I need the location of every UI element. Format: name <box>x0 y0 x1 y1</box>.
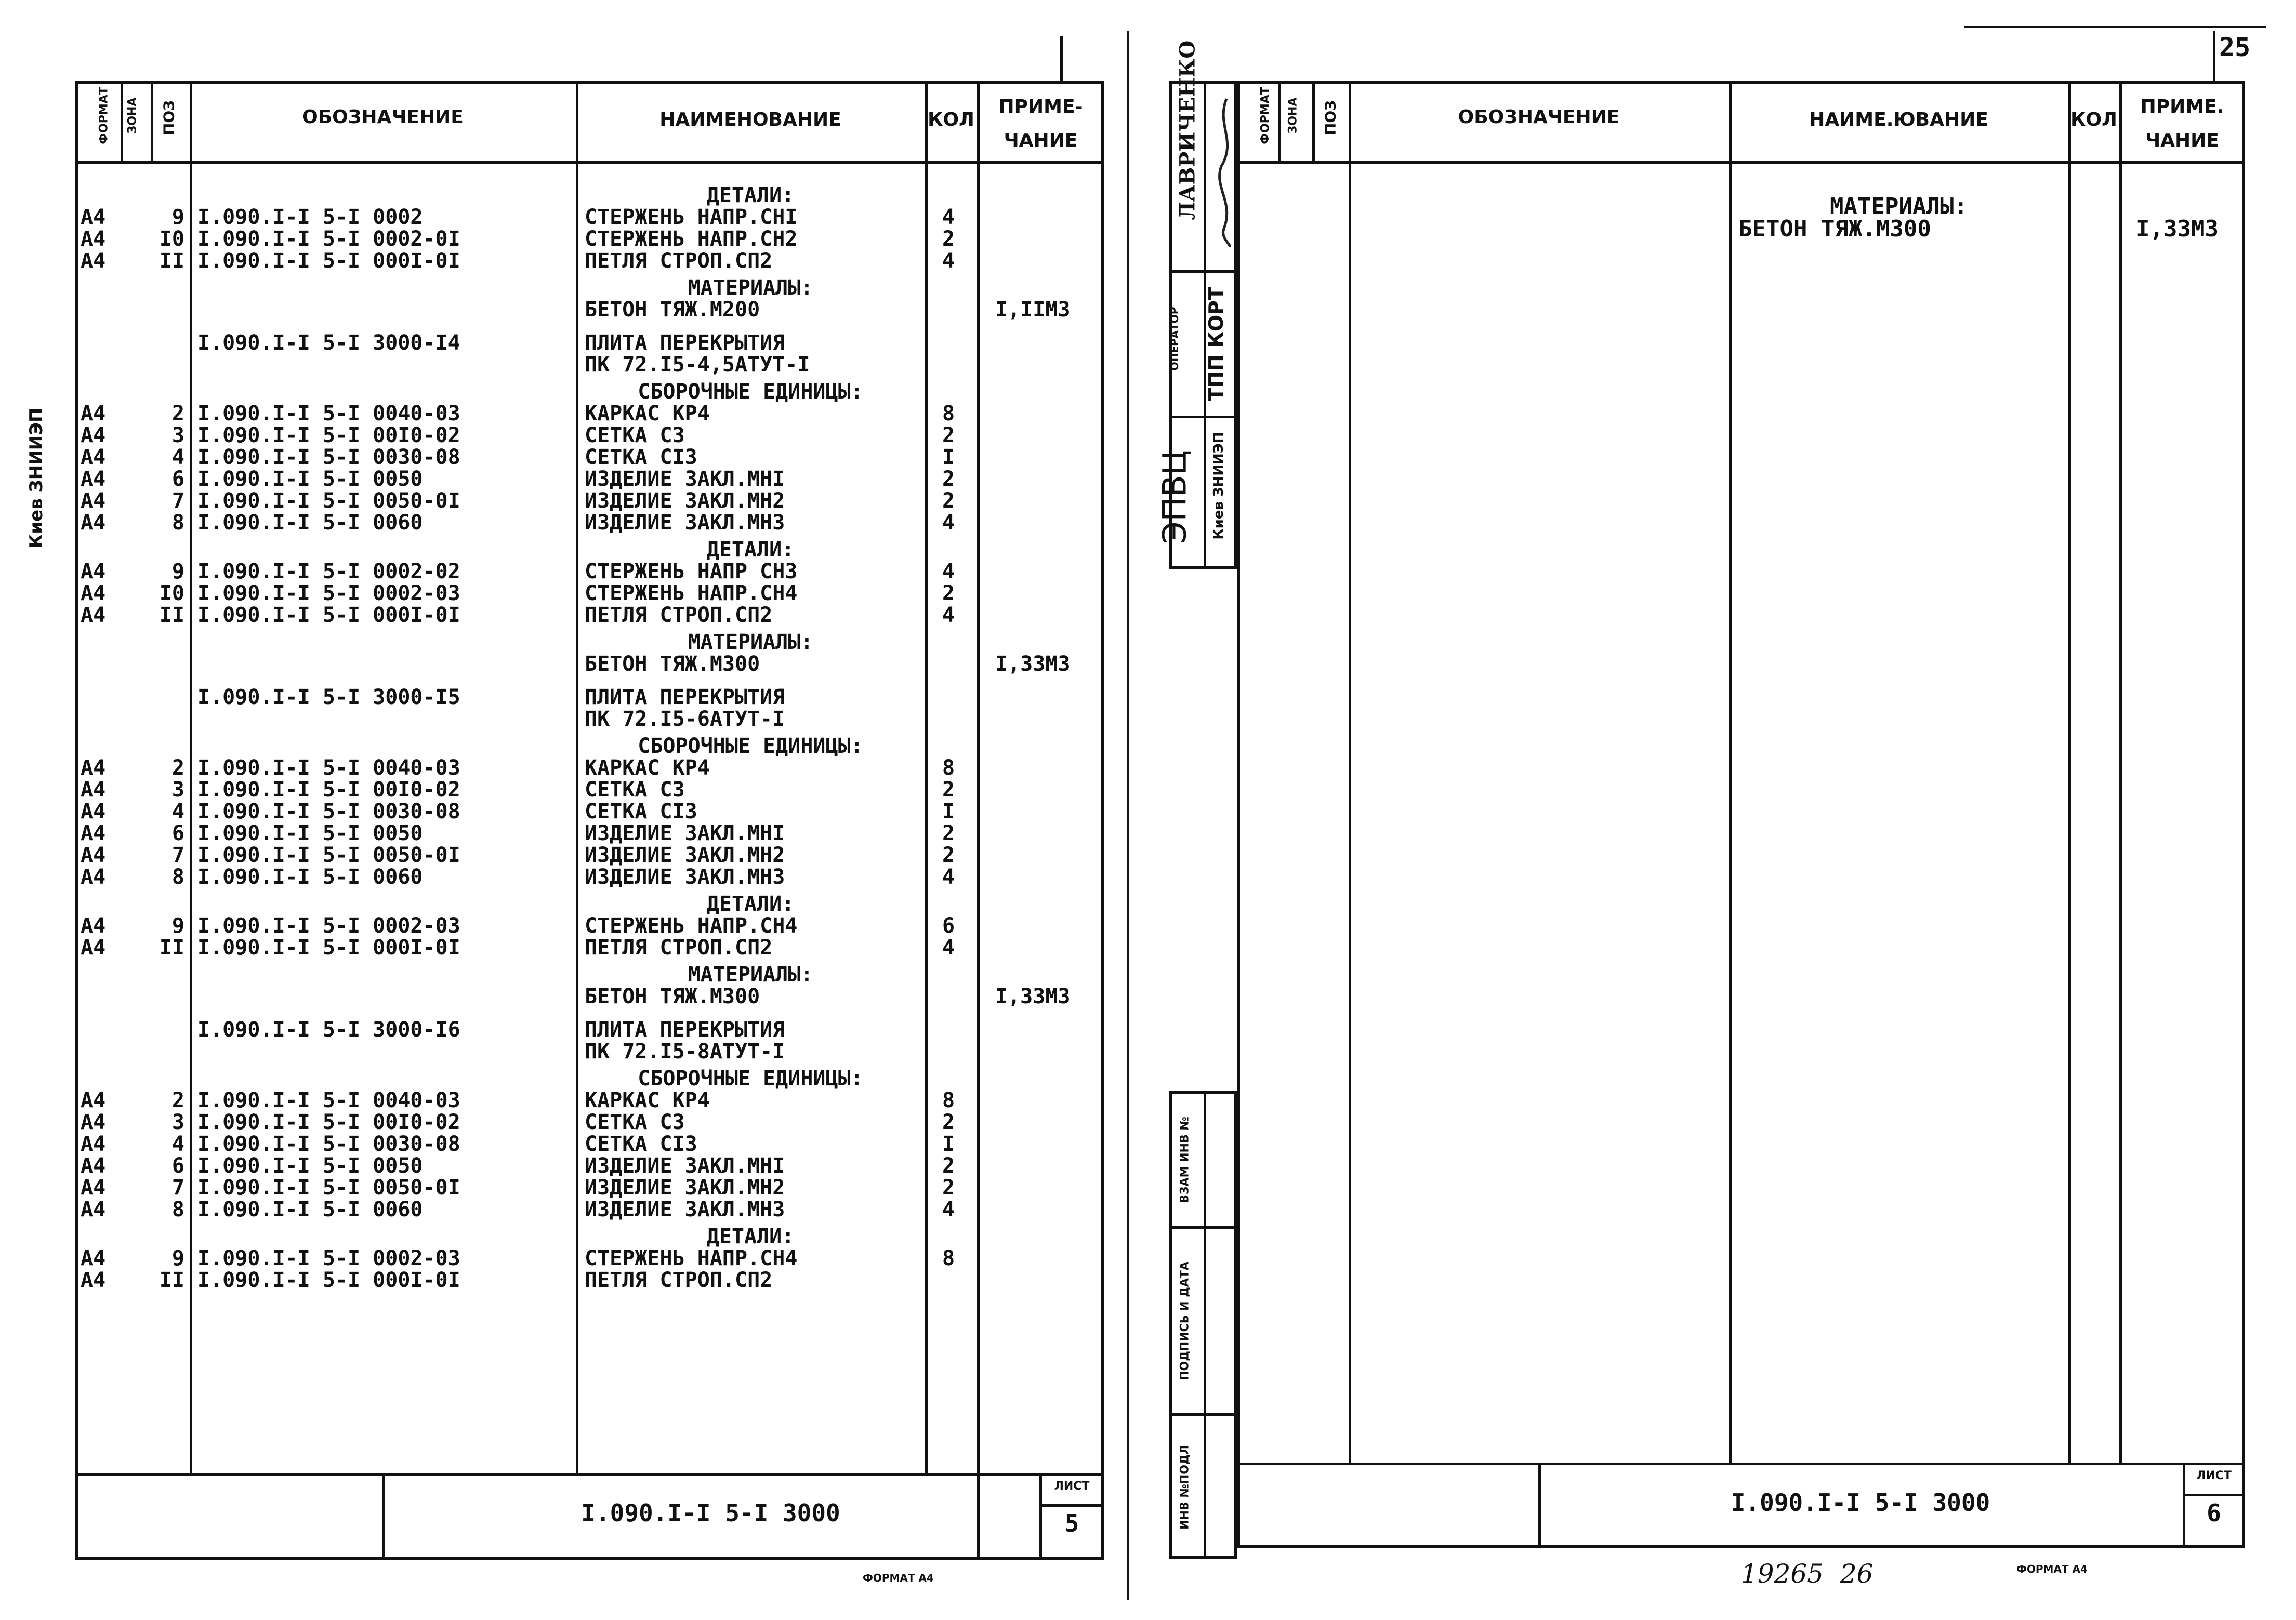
cell-name: ПЛИТА ПЕРЕКРЫТИЯ <box>585 685 785 709</box>
cell-designation: I.090.I-I 5-I 000I-0I <box>197 936 460 960</box>
left-header-line <box>75 161 1104 164</box>
section-heading <box>81 893 1099 915</box>
cell-format: А4 <box>81 249 106 273</box>
cell-format: А4 <box>81 1176 106 1200</box>
right-header-line <box>1237 161 2245 164</box>
side-fields-divider-h <box>1169 1413 1237 1416</box>
left-spec-rows <box>81 184 1099 1452</box>
cell-format: А4 <box>81 778 106 802</box>
cell-designation: I.090.I-I 5-I 0060 <box>197 1198 423 1221</box>
cell-name: СЕТКА С3 <box>585 423 685 447</box>
cell-pos: I0 <box>159 227 184 251</box>
cell-pos: 4 <box>171 445 184 469</box>
cell-qty: I <box>942 1132 955 1156</box>
cell-pos: 2 <box>171 402 184 426</box>
cell-format: А4 <box>81 1132 106 1156</box>
r-materials-item: БЕТОН ТЯЖ.М300 <box>1738 216 1931 242</box>
table-row <box>81 490 1099 512</box>
cell-name: ИЗДЕЛИЕ ЗАКЛ.МН2 <box>585 843 785 867</box>
table-row <box>81 937 1099 959</box>
cell-pos: 3 <box>171 1110 184 1134</box>
cell-pos: 9 <box>171 914 184 938</box>
side-field-vzam: ВЗАМ ИНВ № <box>1178 1117 1192 1203</box>
section-heading <box>81 277 1099 299</box>
cell-format: А4 <box>81 1198 106 1221</box>
cell-qty: 4 <box>942 1198 955 1221</box>
col-line <box>151 81 153 161</box>
table-row <box>81 424 1099 446</box>
section-heading <box>81 184 1099 206</box>
cell-format: А4 <box>81 800 106 824</box>
cell-name: ИЗДЕЛИЕ ЗАКЛ.МН3 <box>585 511 785 535</box>
table-row <box>81 206 1099 228</box>
cell-qty: 8 <box>942 756 955 780</box>
table-row <box>81 1155 1099 1177</box>
cell-qty: 2 <box>942 778 955 802</box>
header-name: НАИМЕНОВАНИЕ <box>659 109 841 130</box>
cell-pos: 3 <box>171 423 184 447</box>
left-title-line <box>75 1473 1104 1476</box>
cell-pos: 9 <box>171 1246 184 1270</box>
cell-qty: 4 <box>942 936 955 960</box>
cell-format: А4 <box>81 402 106 426</box>
cell-format: А4 <box>81 603 106 627</box>
cell-format: А4 <box>81 1246 106 1270</box>
r-header-note-2: ЧАНИЕ <box>2145 130 2219 151</box>
cell-name: КАРКАС КР4 <box>585 402 710 426</box>
table-row <box>81 446 1099 468</box>
cell-name: ПЕТЛЯ СТРОП.СП2 <box>585 603 773 627</box>
cell-format: А4 <box>81 843 106 867</box>
cell-pos: II <box>159 249 184 273</box>
cell-designation: I.090.I-I 5-I 0050-0I <box>197 489 460 513</box>
col-line <box>2068 81 2071 1463</box>
cell-name: ИЗДЕЛИЕ ЗАКЛ.МН2 <box>585 1176 785 1200</box>
left-side-stamp: Киев ЗНИИЭП <box>26 407 47 549</box>
cell-name: ИЗДЕЛИЕ ЗАКЛ.МНI <box>585 1154 785 1178</box>
cell-qty: 4 <box>942 865 955 889</box>
cell-name: СЕТКА С3 <box>585 778 685 802</box>
cell-format: А4 <box>81 1268 106 1292</box>
cell-qty: 8 <box>942 1246 955 1270</box>
r-header-qty: КОЛ <box>2070 109 2117 130</box>
cell-designation: I.090.I-I 5-I 0060 <box>197 511 423 535</box>
section-heading <box>81 1226 1099 1247</box>
table-row <box>81 1199 1099 1220</box>
cell-name: ПК 72.I5-4,5АТУТ-I <box>585 353 810 377</box>
cell-qty: 2 <box>942 581 955 605</box>
cell-name: МАТЕРИАЛЫ: <box>688 276 813 300</box>
cell-designation: I.090.I-I 5-I 3000-I6 <box>197 1018 460 1042</box>
cell-pos: 8 <box>171 1198 184 1221</box>
table-row <box>81 1041 1099 1063</box>
cell-name: ПК 72.I5-6АТУТ-I <box>585 707 785 731</box>
cell-name: СЕТКА С3 <box>585 1110 685 1134</box>
cell-pos: 7 <box>171 1176 184 1200</box>
cell-name: ИЗДЕЛИЕ ЗАКЛ.МН3 <box>585 865 785 889</box>
table-row <box>81 708 1099 730</box>
stamp-name: ЛАВРИЧЕНКО <box>1175 40 1200 220</box>
cell-name: КАРКАС КР4 <box>585 1088 710 1112</box>
cell-designation: I.090.I-I 5-I 0002-03 <box>197 914 460 938</box>
cell-qty: 8 <box>942 402 955 426</box>
table-row <box>81 757 1099 779</box>
cell-qty: 2 <box>942 1110 955 1134</box>
cell-designation: I.090.I-I 5-I 3000-I4 <box>197 331 460 355</box>
cell-qty: 2 <box>942 821 955 845</box>
header-note-2: ЧАНИЕ <box>1004 130 1078 151</box>
col-line <box>1312 81 1315 161</box>
table-row <box>81 332 1099 354</box>
right-frame <box>1237 81 2245 1548</box>
cell-name: БЕТОН ТЯЖ.М200 <box>585 298 760 322</box>
cell-name: МАТЕРИАЛЫ: <box>688 963 813 987</box>
cell-designation: I.090.I-I 5-I 0040-03 <box>197 756 460 780</box>
cell-designation: I.090.I-I 5-I 0040-03 <box>197 402 460 426</box>
cell-pos: 7 <box>171 489 184 513</box>
cell-qty: 2 <box>942 423 955 447</box>
cell-format: А4 <box>81 560 106 583</box>
cell-name: ИЗДЕЛИЕ ЗАКЛ.МН2 <box>585 489 785 513</box>
cell-format: А4 <box>81 581 106 605</box>
table-row <box>81 1090 1099 1111</box>
left-sheet-label: ЛИСТ <box>1054 1480 1090 1493</box>
cell-qty: 6 <box>942 914 955 938</box>
cell-format: А4 <box>81 205 106 229</box>
cell-format: А4 <box>81 445 106 469</box>
cell-name: ПК 72.I5-8АТУТ-I <box>585 1040 785 1064</box>
right-title-code: I.090.I-I 5-I 3000 <box>1731 1489 1990 1517</box>
table-row <box>81 468 1099 490</box>
cell-qty: I <box>942 800 955 824</box>
cell-pos: 2 <box>171 756 184 780</box>
cell-pos: 3 <box>171 778 184 802</box>
cell-name: ПЛИТА ПЕРЕКРЫТИЯ <box>585 1018 785 1042</box>
cell-name: КАРКАС КР4 <box>585 756 710 780</box>
r-header-format: ФОРМАТ <box>1259 87 1272 144</box>
table-row <box>81 779 1099 801</box>
cell-name: СТЕРЖЕНЬ НАПР.СН2 <box>585 227 798 251</box>
cell-format: А4 <box>81 936 106 960</box>
cell-name: ПЕТЛЯ СТРОП.СП2 <box>585 936 773 960</box>
section-heading <box>81 735 1099 757</box>
r-header-pos: ПОЗ <box>1322 100 1339 136</box>
col-line <box>2119 81 2122 1463</box>
cell-pos: 8 <box>171 865 184 889</box>
cell-qty: 4 <box>942 511 955 535</box>
cell-format: А4 <box>81 865 106 889</box>
stamp-org-sub: Киев ЗНИИЭП <box>1211 432 1226 540</box>
cell-designation: I.090.I-I 5-I 0050 <box>197 821 423 845</box>
cell-designation: I.090.I-I 5-I 0002-03 <box>197 1246 460 1270</box>
cell-designation: I.090.I-I 5-I 0030-08 <box>197 445 460 469</box>
cell-pos: I0 <box>159 581 184 605</box>
right-format-label: ФОРМАТ А4 <box>2016 1563 2088 1575</box>
cell-name: СТЕРЖЕНЬ НАПР.СНI <box>585 205 798 229</box>
cell-name: ПЛИТА ПЕРЕКРЫТИЯ <box>585 331 785 355</box>
cell-qty: 4 <box>942 603 955 627</box>
cell-name: ДЕТАЛИ: <box>706 892 795 916</box>
right-sheet-number: 6 <box>2207 1499 2221 1527</box>
cell-format: А4 <box>81 423 106 447</box>
cell-qty: 2 <box>942 843 955 867</box>
cell-designation: I.090.I-I 5-I 000I-0I <box>197 1268 460 1292</box>
cell-designation: I.090.I-I 5-I 0030-08 <box>197 800 460 824</box>
left-sheet-number: 5 <box>1064 1509 1079 1537</box>
cell-designation: I.090.I-I 5-I 0050-0I <box>197 1176 460 1200</box>
cell-pos: II <box>159 1268 184 1292</box>
table-row <box>81 604 1099 626</box>
cell-name: СБОРОЧНЫЕ ЕДИНИЦЫ: <box>638 1067 863 1091</box>
cell-name: СТЕРЖЕНЬ НАПР СН3 <box>585 560 798 583</box>
cell-pos: 7 <box>171 843 184 867</box>
cell-format: А4 <box>81 489 106 513</box>
left-format-label: ФОРМАТ А4 <box>863 1572 934 1584</box>
r-header-zone: ЗОНА <box>1286 97 1300 134</box>
stamp-dept: ТПП КОРТ <box>1205 287 1228 401</box>
cell-designation: I.090.I-I 5-I 0002-03 <box>197 581 460 605</box>
table-row <box>81 250 1099 272</box>
cell-note: I,IIМ3 <box>995 298 1071 322</box>
cell-name: СБОРОЧНЫЕ ЕДИНИЦЫ: <box>638 380 863 404</box>
cell-qty: 4 <box>942 560 955 583</box>
cell-name: СЕТКА СI3 <box>585 800 697 824</box>
table-row <box>81 228 1099 250</box>
cell-designation: I.090.I-I 5-I 00I0-02 <box>197 1110 460 1134</box>
stamp-operator: ОПЕРАТОР <box>1168 307 1181 371</box>
cell-designation: I.090.I-I 5-I 0050 <box>197 467 423 491</box>
corner-line <box>1964 26 2266 28</box>
table-row <box>81 582 1099 604</box>
header-pos: ПОЗ <box>160 100 178 136</box>
cell-designation: I.090.I-I 5-I 0050-0I <box>197 843 460 867</box>
cell-name: СЕТКА СI3 <box>585 445 697 469</box>
cell-designation: I.090.I-I 5-I 0050 <box>197 1154 423 1178</box>
cell-name: СТЕРЖЕНЬ НАПР.СН4 <box>585 914 798 938</box>
table-row <box>81 866 1099 888</box>
cell-qty: 2 <box>942 1176 955 1200</box>
header-zone: ЗОНА <box>126 97 139 134</box>
side-field-inv: ИНВ №ПОДЛ <box>1178 1445 1192 1530</box>
cell-qty: 2 <box>942 1154 955 1178</box>
cell-pos: 6 <box>171 467 184 491</box>
stamp-divider-h <box>1169 416 1237 418</box>
table-row <box>81 403 1099 424</box>
cell-name: БЕТОН ТЯЖ.М300 <box>585 985 760 1008</box>
stamp-org: ЭПВЦ <box>1155 450 1194 544</box>
cell-format: А4 <box>81 821 106 845</box>
side-field-sign: ПОДПИСЬ И ДАТА <box>1178 1262 1192 1380</box>
side-fields-divider-h <box>1169 1226 1237 1229</box>
table-row <box>81 1269 1099 1291</box>
cell-designation: I.090.I-I 5-I 0040-03 <box>197 1088 460 1112</box>
cell-designation: I.090.I-I 5-I 000I-0I <box>197 249 460 273</box>
cell-name: ИЗДЕЛИЕ ЗАКЛ.МНI <box>585 467 785 491</box>
r-materials-title: МАТЕРИАЛЫ: <box>1830 193 1968 220</box>
table-row <box>81 686 1099 708</box>
cell-pos: 4 <box>171 1132 184 1156</box>
header-designation: ОБОЗНАЧЕНИЕ <box>302 107 464 128</box>
cell-qty: 4 <box>942 205 955 229</box>
header-qty: КОЛ <box>928 109 974 130</box>
corner-tick <box>2213 31 2215 83</box>
cell-name: МАТЕРИАЛЫ: <box>688 630 813 654</box>
col-line <box>1349 81 1351 1463</box>
right-sheet-label: ЛИСТ <box>2196 1469 2232 1482</box>
cell-name: ИЗДЕЛИЕ ЗАКЛ.МНI <box>585 821 785 845</box>
cell-format: А4 <box>81 467 106 491</box>
cell-pos: 9 <box>171 205 184 229</box>
title-sheet-line <box>2183 1494 2245 1496</box>
col-line <box>121 81 123 161</box>
cell-name: СЕТКА СI3 <box>585 1132 697 1156</box>
table-row <box>81 844 1099 866</box>
cell-name: ПЕТЛЯ СТРОП.СП2 <box>585 1268 773 1292</box>
col-line <box>1278 81 1281 161</box>
table-row <box>81 1177 1099 1199</box>
cell-pos: 8 <box>171 511 184 535</box>
handwritten-number: 19265 26 <box>1741 1559 1873 1589</box>
header-note-1: ПРИМЕ- <box>998 96 1083 117</box>
cell-designation: I.090.I-I 5-I 00I0-02 <box>197 423 460 447</box>
cell-note: I,33М3 <box>995 652 1071 676</box>
cell-format: А4 <box>81 1088 106 1112</box>
table-row <box>81 1247 1099 1269</box>
title-sheet-line <box>1039 1504 1104 1507</box>
cell-format: А4 <box>81 1110 106 1134</box>
col-line <box>1729 81 1732 1463</box>
cell-name: СБОРОЧНЫЕ ЕДИНИЦЫ: <box>638 734 863 758</box>
cell-designation: I.090.I-I 5-I 0060 <box>197 865 423 889</box>
cell-name: ДЕТАЛИ: <box>706 538 795 562</box>
fold-line <box>1127 31 1129 1600</box>
cell-pos: II <box>159 603 184 627</box>
cell-qty: 2 <box>942 489 955 513</box>
section-heading <box>81 381 1099 403</box>
section-heading <box>81 539 1099 561</box>
table-row <box>81 822 1099 844</box>
cell-format: А4 <box>81 1154 106 1178</box>
table-row <box>81 1133 1099 1155</box>
r-header-name: НАИМЕ.ЮВАНИЕ <box>1809 109 1988 130</box>
left-title-code: I.090.I-I 5-I 3000 <box>581 1499 840 1527</box>
cell-pos: 6 <box>171 821 184 845</box>
cell-name: ДЕТАЛИ: <box>706 1225 795 1249</box>
page-corner-number: 25 <box>2219 32 2251 62</box>
cell-qty: I <box>942 445 955 469</box>
table-row <box>81 986 1099 1007</box>
side-fields-divider <box>1204 1091 1206 1559</box>
cell-pos: 6 <box>171 1154 184 1178</box>
cell-name: ИЗДЕЛИЕ ЗАКЛ.МН3 <box>585 1198 785 1221</box>
table-row <box>81 512 1099 534</box>
cell-name: БЕТОН ТЯЖ.М300 <box>585 652 760 676</box>
r-materials-note: I,33М3 <box>2136 216 2219 242</box>
cell-designation: I.090.I-I 5-I 3000-I5 <box>197 685 460 709</box>
top-tick <box>1060 36 1063 83</box>
header-format: ФОРМАТ <box>97 87 111 144</box>
table-row <box>81 354 1099 376</box>
cell-qty: 4 <box>942 249 955 273</box>
cell-pos: 9 <box>171 560 184 583</box>
cell-qty: 8 <box>942 1088 955 1112</box>
cell-format: А4 <box>81 756 106 780</box>
table-row <box>81 915 1099 937</box>
section-heading <box>81 964 1099 986</box>
cell-qty: 2 <box>942 467 955 491</box>
cell-qty: 2 <box>942 227 955 251</box>
cell-name: СТЕРЖЕНЬ НАПР.СН4 <box>585 1246 798 1270</box>
cell-format: А4 <box>81 914 106 938</box>
cell-pos: 4 <box>171 800 184 824</box>
cell-pos: II <box>159 936 184 960</box>
cell-designation: I.090.I-I 5-I 0002 <box>197 205 423 229</box>
cell-designation: I.090.I-I 5-I 0002-0I <box>197 227 460 251</box>
cell-format: А4 <box>81 227 106 251</box>
table-row <box>81 1111 1099 1133</box>
section-heading <box>81 631 1099 653</box>
cell-name: ДЕТАЛИ: <box>706 183 795 207</box>
r-header-note-1: ПРИМЕ. <box>2140 96 2224 117</box>
cell-designation: I.090.I-I 5-I 0002-02 <box>197 560 460 583</box>
cell-designation: I.090.I-I 5-I 00I0-02 <box>197 778 460 802</box>
r-header-designation: ОБОЗНАЧЕНИЕ <box>1458 107 1620 128</box>
stamp-divider-h <box>1169 270 1237 273</box>
table-row <box>81 1019 1099 1041</box>
cell-format: А4 <box>81 511 106 535</box>
right-title-line <box>1237 1463 2245 1465</box>
cell-pos: 2 <box>171 1088 184 1112</box>
table-row <box>81 801 1099 822</box>
table-row <box>81 653 1099 675</box>
cell-note: I,33М3 <box>995 985 1071 1008</box>
cell-name: ПЕТЛЯ СТРОП.СП2 <box>585 249 773 273</box>
cell-name: СТЕРЖЕНЬ НАПР.СН4 <box>585 581 798 605</box>
table-row <box>81 299 1099 321</box>
table-row <box>81 561 1099 582</box>
section-heading <box>81 1068 1099 1090</box>
cell-designation: I.090.I-I 5-I 000I-0I <box>197 603 460 627</box>
cell-designation: I.090.I-I 5-I 0030-08 <box>197 1132 460 1156</box>
